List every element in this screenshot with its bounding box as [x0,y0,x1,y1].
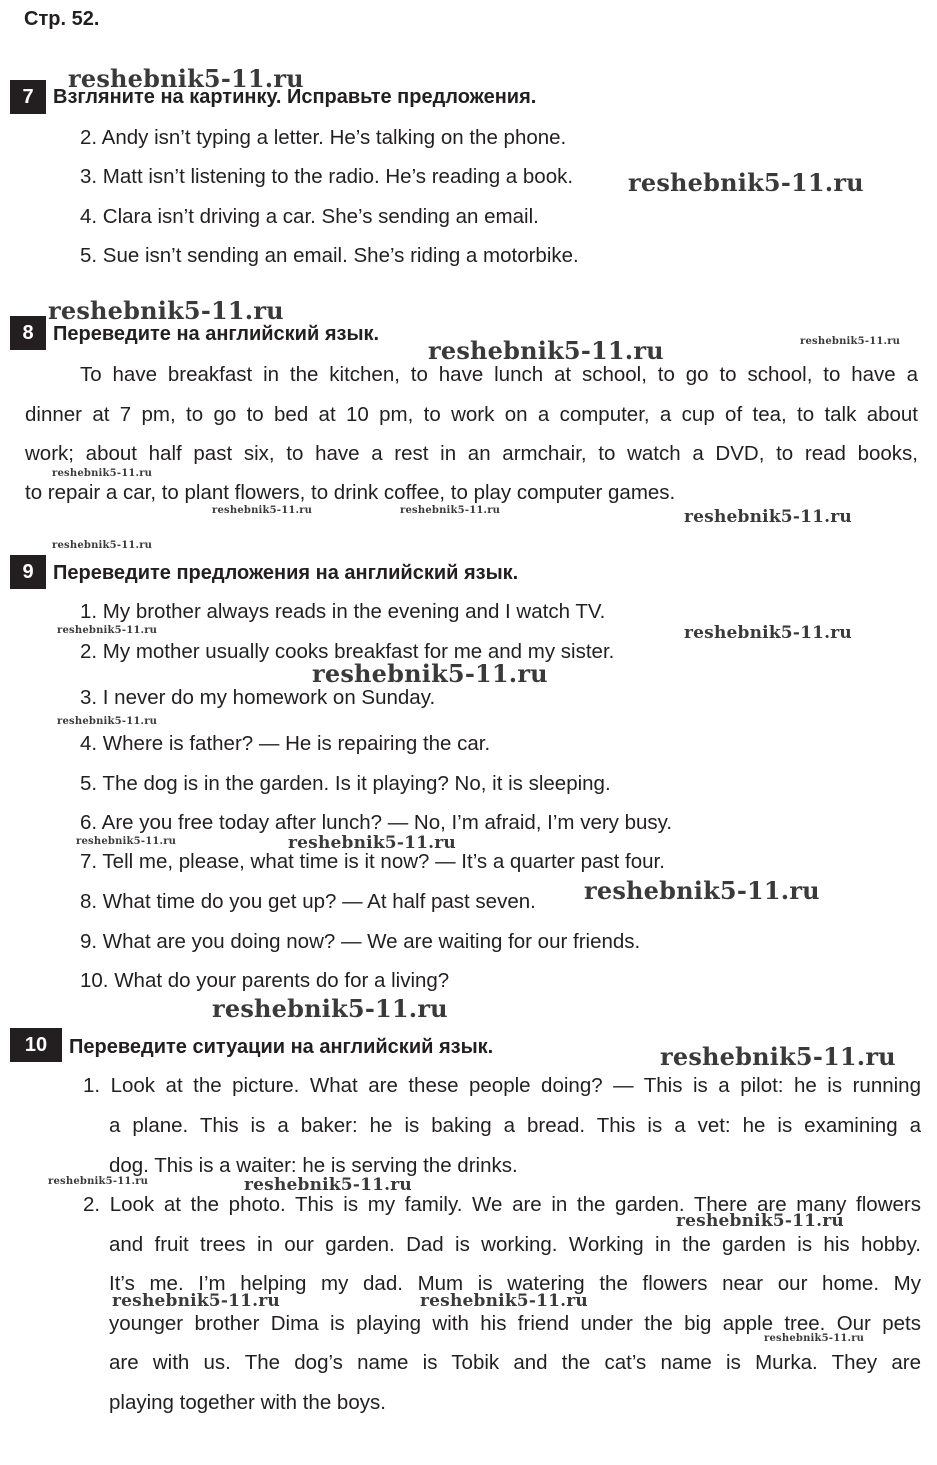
exercise-7-line: 4. Clara isn’t driving a car. She’s sending an email. [80,205,539,228]
exercise-8-line: work; about half past six, to have a rest in an armchair, to watch a DVD, to read books, [25,442,918,465]
watermark: reshebnik5-11.ru [420,1291,588,1311]
exercise-9-line: 8. What time do you get up? — At half past seven. [80,890,536,913]
exercise-9-line: 1. My brother always reads in the evening and I watch TV. [80,600,606,623]
exercise-9-line: 6. Are you free today after lunch? — No, I’m afraid, I’m very busy. [80,811,673,834]
watermark: reshebnik5-11.ru [684,507,852,527]
exercise-7-line: 2. Andy isn’t typing a letter. He’s talking on the phone. [80,126,567,149]
watermark: reshebnik5-11.ru [48,1176,149,1187]
exercise-10-line: 2. Look at the photo. This is my family. We are in the garden. There are many flowers [83,1193,921,1216]
exercise-7-line: 5. Sue isn’t sending an email. She’s riding a motorbike. [80,244,579,267]
exercise-10-line: dog. This is a waiter: he is serving the drinks. [109,1154,518,1177]
exercise-10-line: 1. Look at the picture. What are these people doing? — This is a pilot: he is running [83,1074,921,1097]
exercise-9-line: 5. The dog is in the garden. Is it playing? No, it is sleeping. [80,772,611,795]
watermark: reshebnik5-11.ru [68,64,304,93]
watermark: reshebnik5-11.ru [312,659,548,688]
exercise-10-line: a plane. This is a baker: he is baking a bread. This is a vet: he is examining a [109,1114,921,1137]
exercise-10-line: and fruit trees in our garden. Dad is working. Working in the garden is his hobby. [109,1233,921,1256]
exercise-7-number: 7 [10,80,46,114]
exercise-9-title: Переведите предложения на английский язык. [53,562,519,584]
watermark: reshebnik5-11.ru [400,505,501,516]
watermark: reshebnik5-11.ru [48,296,284,325]
exercise-10-line: are with us. The dog’s name is Tobik and the cat’s name is Murka. They are [109,1351,921,1374]
exercise-7-title: Взгляните на картинку. Исправьте предложения. [53,86,537,108]
exercise-7-line: 3. Matt isn’t listening to the radio. He’s reading a book. [80,165,574,188]
watermark: reshebnik5-11.ru [57,716,158,727]
exercise-10-line: younger brother Dima is playing with his friend under the big apple tree. Our pets [109,1312,921,1335]
watermark: reshebnik5-11.ru [76,836,177,847]
exercise-8-line: to repair a car, to plant flowers, to drink coffee, to play computer games. [25,481,676,504]
watermark: reshebnik5-11.ru [212,505,313,516]
exercise-9-line: 3. I never do my homework on Sunday. [80,686,436,709]
watermark: reshebnik5-11.ru [288,833,456,853]
exercise-10-number: 10 [10,1028,62,1062]
exercise-10-title: Переведите ситуации на английский язык. [69,1036,494,1058]
watermark: reshebnik5-11.ru [428,336,664,365]
exercise-10-line: It’s me. I’m helping my dad. Mum is watering the flowers near our home. My [109,1272,921,1295]
watermark: reshebnik5-11.ru [52,468,153,479]
exercise-10-line: playing together with the boys. [109,1391,386,1414]
watermark: reshebnik5-11.ru [244,1175,412,1195]
watermark: reshebnik5-11.ru [212,994,448,1023]
page-reference: Стр. 52. [24,8,100,30]
watermark: reshebnik5-11.ru [660,1042,896,1071]
watermark: reshebnik5-11.ru [676,1211,844,1231]
exercise-8-number: 8 [10,316,46,350]
watermark: reshebnik5-11.ru [112,1291,280,1311]
watermark: reshebnik5-11.ru [684,623,852,643]
exercise-9-line: 7. Tell me, please, what time is it now? — It’s a quarter past four. [80,850,665,873]
watermark: reshebnik5-11.ru [800,336,901,347]
exercise-9-line: 2. My mother usually cooks breakfast for me and my sister. [80,640,615,663]
exercise-8-title: Переведите на английский язык. [53,323,380,345]
watermark: reshebnik5-11.ru [764,1333,865,1344]
exercise-9-line: 10. What do your parents do for a living? [80,969,450,992]
watermark: reshebnik5-11.ru [52,540,153,551]
exercise-8-line: dinner at 7 pm, to go to bed at 10 pm, to work on a computer, a cup of tea, to talk about [25,403,918,426]
exercise-9-number: 9 [10,555,46,589]
exercise-9-line: 9. What are you doing now? — We are waiting for our friends. [80,930,641,953]
watermark: reshebnik5-11.ru [628,168,864,197]
watermark: reshebnik5-11.ru [584,876,820,905]
exercise-9-line: 4. Where is father? — He is repairing the car. [80,732,491,755]
watermark: reshebnik5-11.ru [57,625,158,636]
exercise-8-line: To have breakfast in the kitchen, to have lunch at school, to go to school, to have a [80,363,918,386]
